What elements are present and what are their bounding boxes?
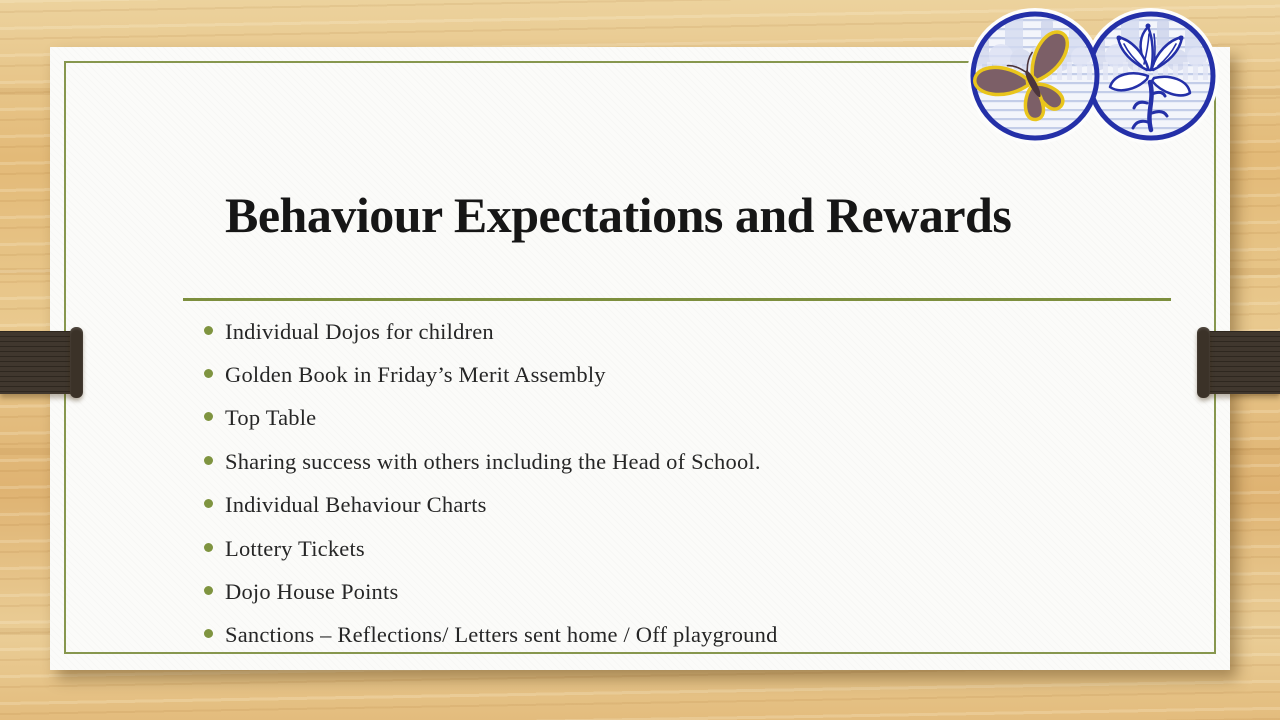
bullet-text: Golden Book in Friday’s Merit Assembly (225, 362, 606, 388)
list-item (204, 353, 1184, 396)
ribbon-left-cap (70, 327, 83, 398)
list-item (204, 527, 1184, 570)
bullet-icon (204, 586, 213, 595)
bullet-icon (204, 326, 213, 335)
title-divider (183, 298, 1171, 301)
bullet-icon (204, 629, 213, 638)
bullet-icon (204, 499, 213, 508)
bullet-text: Sharing success with others including the Head of School. (225, 448, 761, 474)
list-item (204, 440, 1184, 483)
ribbon-left (0, 331, 74, 394)
bullet-icon (204, 543, 213, 552)
list-item (204, 397, 1184, 440)
bullet-text: Top Table (225, 405, 317, 431)
ribbon-right-cap (1197, 327, 1210, 398)
list-item (204, 310, 1184, 353)
ribbon-right (1206, 331, 1280, 394)
bullet-list (204, 310, 1184, 657)
bullet-text: Sanctions – Reflections/ Letters sent home / Off playground (225, 622, 778, 648)
bullet-text: Individual Behaviour Charts (225, 492, 487, 518)
list-item (204, 570, 1184, 613)
bullet-text: Dojo House Points (225, 579, 399, 605)
bullet-text: Lottery Tickets (225, 535, 365, 561)
slide-title: Behaviour Expectations and Rewards (225, 187, 1012, 243)
bullet-icon (204, 369, 213, 378)
bullet-icon (204, 456, 213, 465)
school-logo (962, 4, 1224, 144)
list-item (204, 484, 1184, 527)
bullet-text: Individual Dojos for children (225, 318, 494, 344)
list-item (204, 614, 1184, 657)
bullet-icon (204, 412, 213, 421)
